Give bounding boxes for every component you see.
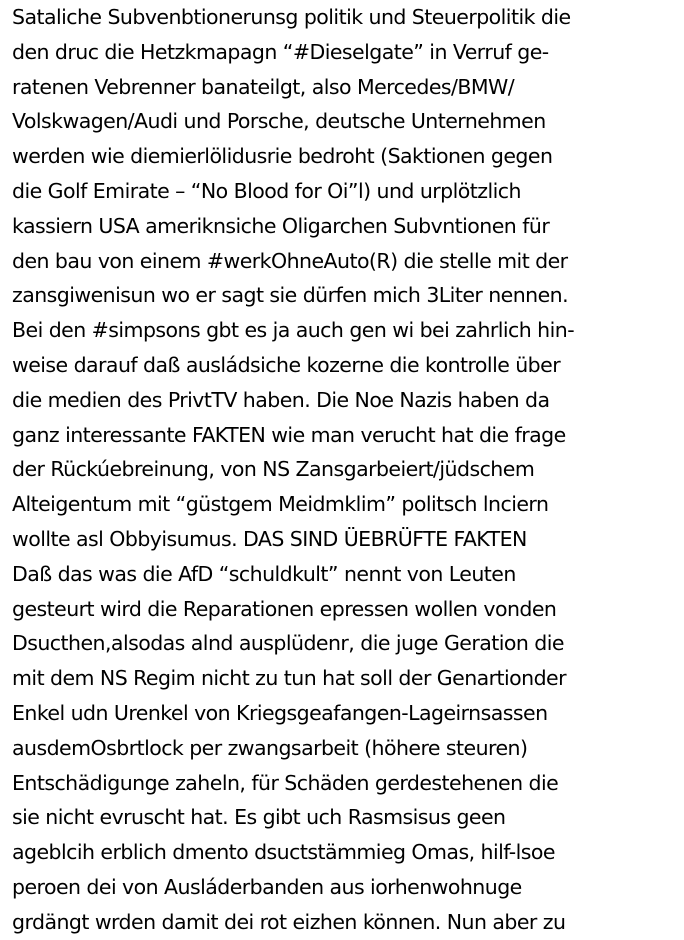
- text-line: kassiern USA ameriknsiche Oligarchen Subvntionen für: [12, 213, 550, 238]
- text-line: wollte asl Obbyisumus. DAS SIND ÜEBRÜFTE FAKTEN: [12, 526, 527, 551]
- text-line: Volskwagen/Audi und Porsche, deutsche Unternehmen: [12, 109, 546, 134]
- text-line: ratenen Vebrenner banateilgt, also Mercedes/BMW/: [12, 74, 515, 99]
- text-line: grdängt wrden damit dei rot eizhen können. Nun aber zu: [12, 909, 566, 934]
- text-line: Sataliche Subvenbtionerunsg politik und Steuerpolitik die: [12, 5, 571, 29]
- text-line: sie nicht evruscht hat. Es gibt uch Rasmsisus geen: [12, 805, 506, 830]
- text-line: der Rückúebreinung, von NS Zansgarbeiert/jüdschem: [12, 457, 535, 482]
- text-line: Daß das was die AfD “schuldkult” nennt von Leuten: [12, 561, 516, 586]
- text-line: die Golf Emirate – “No Blood for Oi”l) und urplötzlich: [12, 178, 521, 203]
- text-line: Bei den #simpsons gbt es ja auch gen wi bei zahrlich hin-: [12, 318, 575, 343]
- body-text: [12, 0, 680, 940]
- text-line: den bau von einem #werkOhneAuto(R) die stelle mit der: [12, 248, 568, 273]
- text-line: Dsucthen,alsodas alnd ausplüdenr, die juge Geration die: [12, 631, 564, 656]
- text-line: zansgiwenisun wo er sagt sie dürfen mich 3Liter nennen.: [12, 283, 569, 308]
- text-line: Alteigentum mit “güstgem Meidmklim” politsch lnciern: [12, 492, 549, 517]
- text-line: weise darauf daß ausládsiche kozerne die kontrolle über: [12, 352, 561, 377]
- text-line: werden wie diemierlölidusrie bedroht (Saktionen gegen: [12, 144, 553, 169]
- text-line: peroen dei von Ausláderbanden aus iorhenwohnuge: [12, 874, 522, 899]
- text-line: Enkel udn Urenkel von Kriegsgeafangen-Lageirnsassen: [12, 700, 548, 725]
- text-line: Entschädigunge zaheln, für Schäden gerdestehenen die: [12, 770, 559, 795]
- text-line: ageblcih erblich dmento dsuctstämmieg Omas, hilf-lsoe: [12, 840, 555, 865]
- text-line: mit dem NS Regim nicht zu tun hat soll der Genartionder: [12, 666, 567, 691]
- text-line: ganz interessante FAKTEN wie man veruсht hat die frage: [12, 422, 566, 447]
- text-line: den druc die Hetzkmapagn “#Dieselgate” in Verruf ge-: [12, 39, 549, 64]
- text-line: gesteurt wird die Reparationen epressen wollen vonden: [12, 596, 557, 621]
- text-line: ausdemOsbrtlock per zwangsarbeit (höhere steuren): [12, 735, 528, 760]
- text-line: die medien des PrivtTV haben. Die Noe Nazis haben da: [12, 387, 550, 412]
